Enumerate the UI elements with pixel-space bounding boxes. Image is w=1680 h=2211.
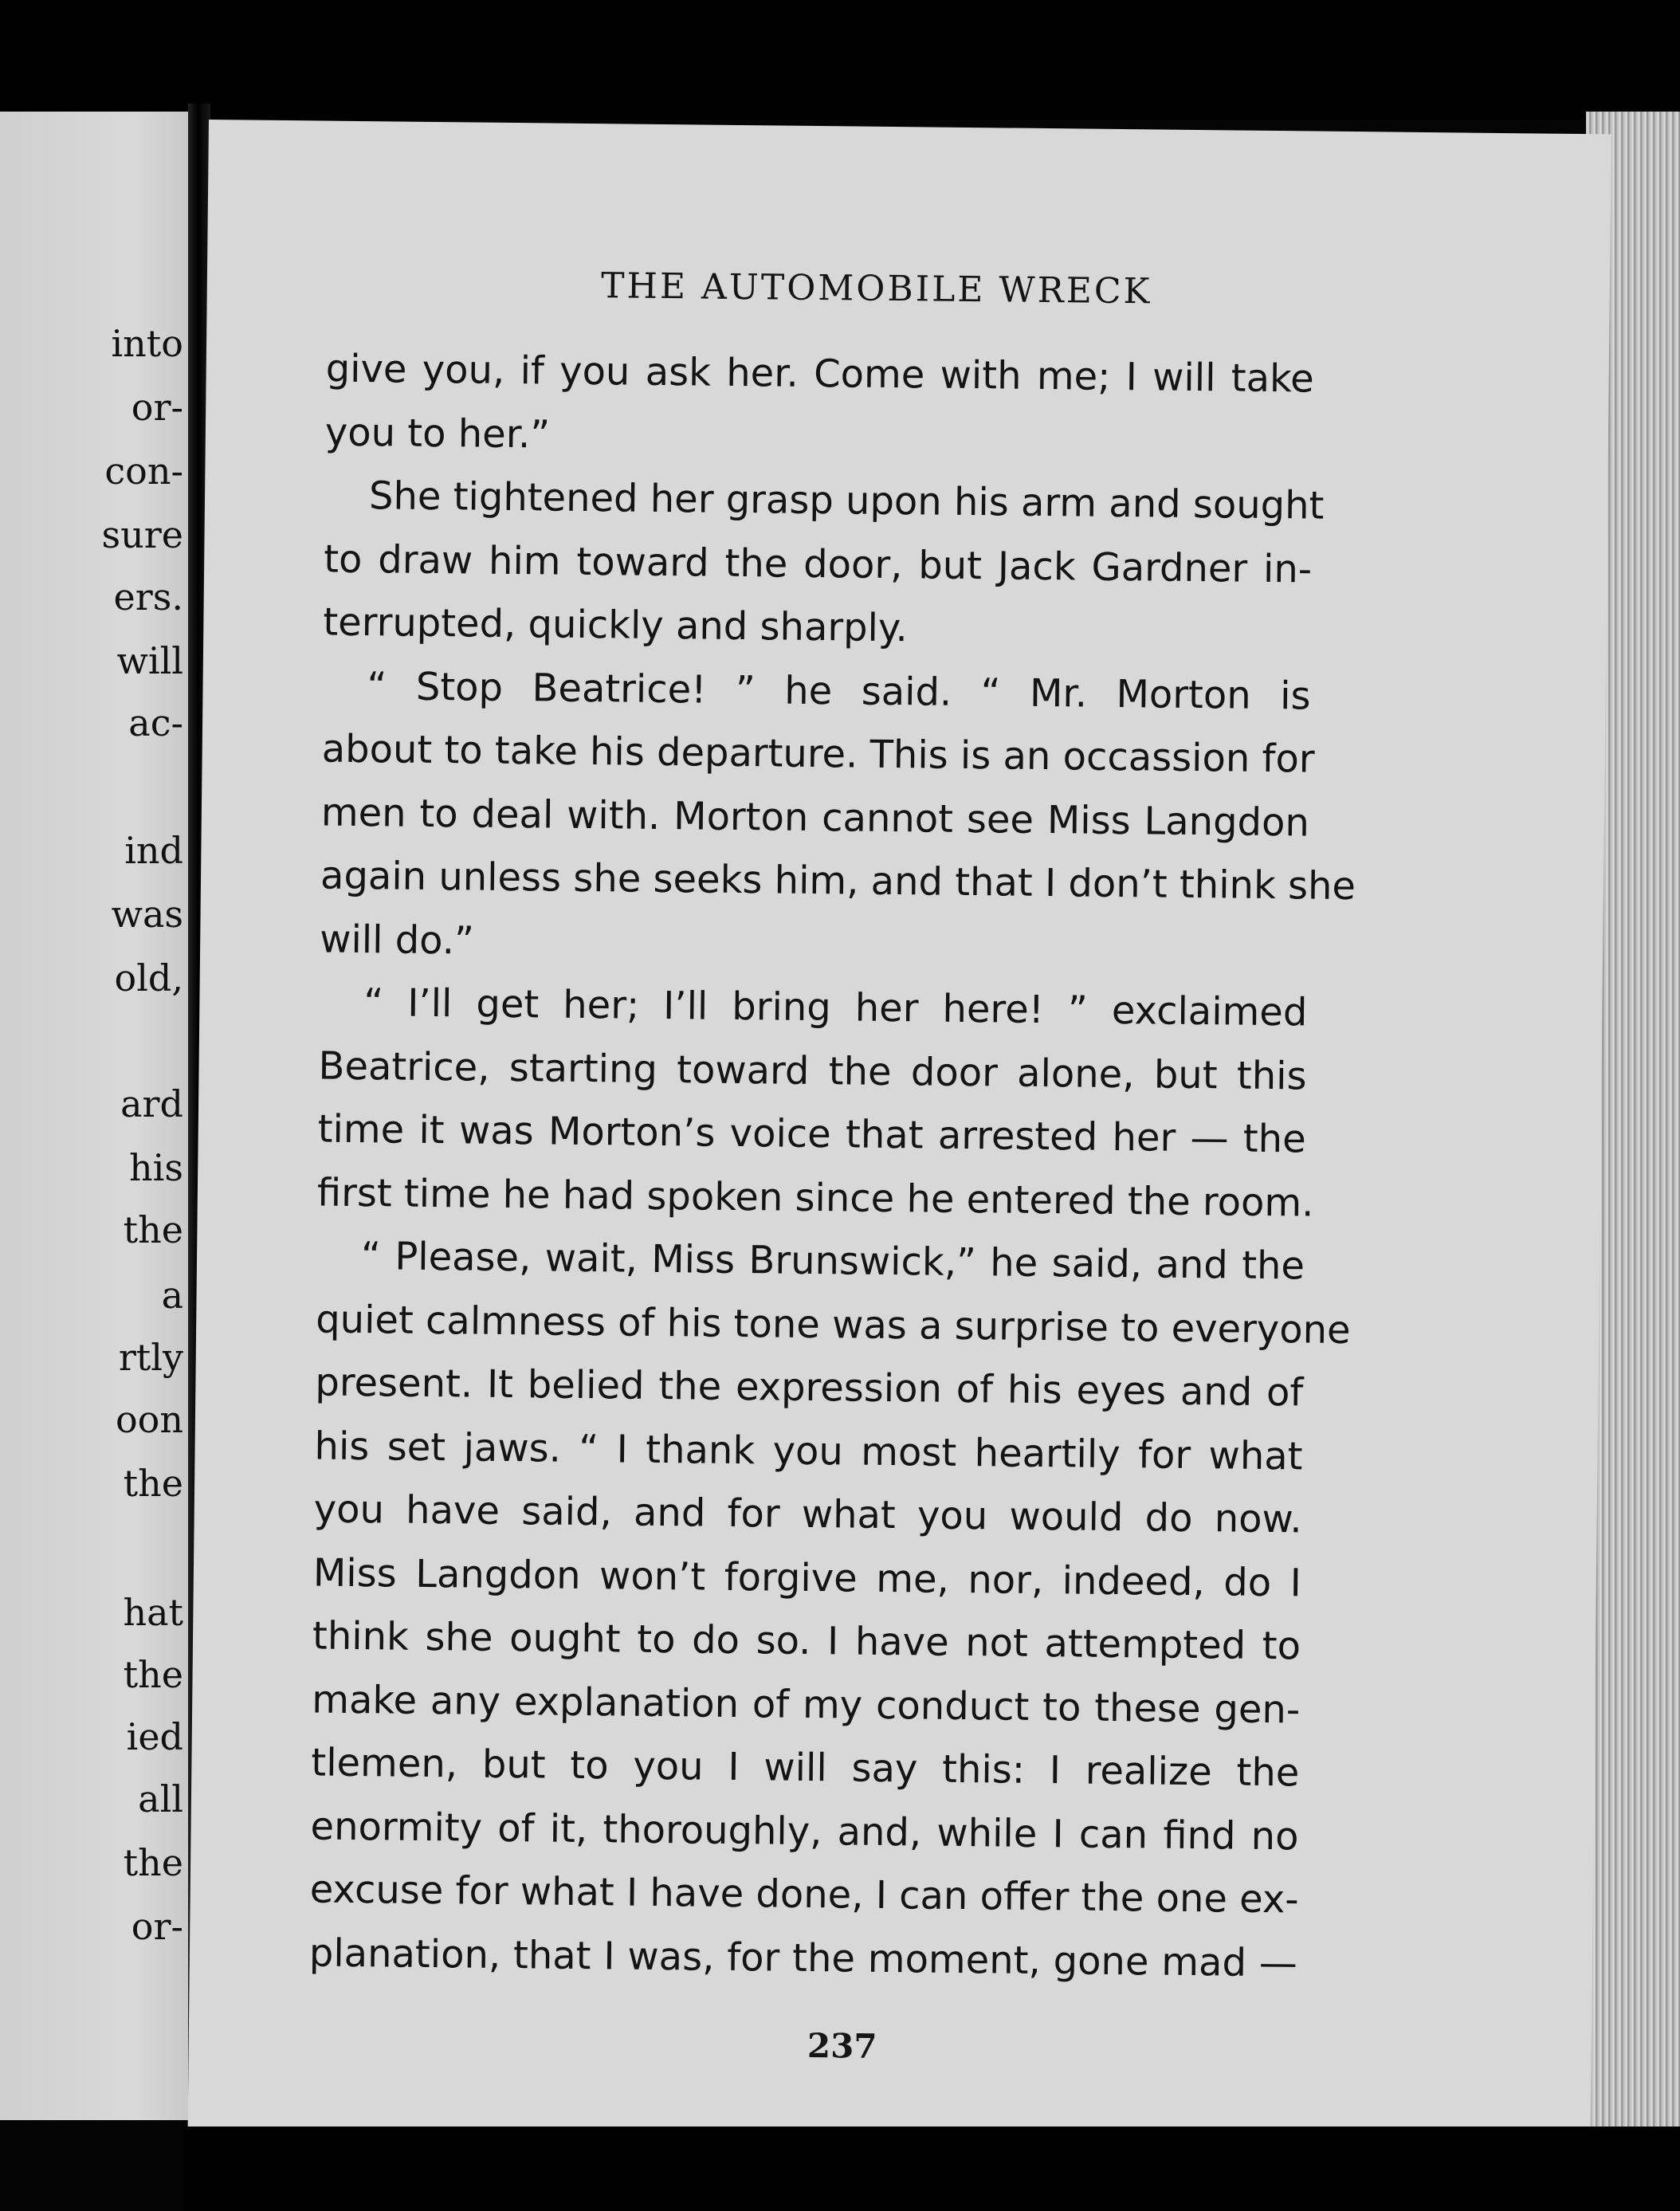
book-page	[188, 120, 1611, 2142]
scan-top-border	[0, 0, 1680, 120]
text-line: again unless she seeks him, and that I don’t think she	[320, 853, 1356, 909]
left-page-fragment: sure	[101, 513, 183, 556]
left-page-fragment: ers.	[113, 575, 183, 619]
text-line: about to take his departure. This is an occassion for	[321, 726, 1315, 782]
text-line: tlemen, but to you I will say this: I realize the	[311, 1740, 1300, 1796]
text-line: make any explanation of my conduct to these gen-	[311, 1676, 1301, 1732]
left-page-fragment: into	[111, 322, 183, 365]
left-page-fragment: the	[123, 1653, 183, 1696]
left-page-fragment: his	[129, 1146, 183, 1189]
running-head: THE AUTOMOBILE WRECK	[600, 265, 1152, 312]
text-line: “ I’ll get her; I’ll bring her here! ” exclaimed	[363, 980, 1308, 1035]
text-line: Beatrice, starting toward the door alone, but this	[318, 1043, 1307, 1098]
scan-bottom-border	[183, 2127, 1680, 2211]
left-page-fragment: was	[111, 893, 183, 936]
text-line: “ Stop Beatrice! ” he said. “ Mr. Morton is	[367, 663, 1311, 719]
text-line: present. It belied the expression of his eyes and of	[315, 1360, 1304, 1416]
left-page-fragment: or-	[131, 1905, 183, 1948]
text-line: to draw him toward the door, but Jack Gardner in-	[323, 536, 1313, 592]
text-line: excuse for what I have done, I can offer the one ex-	[309, 1867, 1299, 1922]
text-line: you have said, and for what you would do now.	[313, 1486, 1302, 1542]
text-line: terrupted, quickly and sharply.	[323, 599, 909, 651]
page-number: 237	[807, 2025, 877, 2066]
text-line: She tightened her grasp upon his arm and sought	[368, 473, 1325, 528]
text-line: first time he had spoken since he entered the room.	[316, 1169, 1314, 1226]
left-page-fragment: the	[123, 1841, 183, 1884]
left-page-fragment: hat	[123, 1591, 183, 1634]
text-line: quiet calmness of his tone was a surprise to everyone	[315, 1296, 1351, 1353]
left-page-fragment: oon	[115, 1398, 183, 1441]
text-line: time it was Morton’s voice that arrested her — the	[317, 1106, 1306, 1162]
left-page-fragment: ac-	[128, 701, 183, 744]
text-line: Miss Langdon won’t forgive me, nor, indeed, do I	[312, 1549, 1302, 1605]
text-line: you to her.”	[324, 410, 551, 458]
text-line: planation, that I was, for the moment, gone mad —	[308, 1930, 1298, 1985]
left-facing-page	[0, 112, 191, 2120]
left-page-fragment: will	[116, 639, 183, 682]
text-line: think she ought to do so. I have not attempted to	[312, 1613, 1301, 1669]
left-page-fragment: or-	[131, 386, 183, 429]
left-page-fragment: ard	[120, 1082, 183, 1125]
left-page-fragment: ind	[124, 829, 183, 872]
page-body-text	[308, 338, 1356, 1996]
left-page-fragment: ied	[126, 1715, 183, 1758]
text-line: will do.”	[319, 917, 475, 964]
text-line: men to deal with. Morton cannot see Miss Langdon	[320, 790, 1310, 846]
left-page-fragment: rtly	[118, 1336, 183, 1379]
text-line: his set jaws. “ I thank you most heartily for what	[314, 1423, 1303, 1479]
text-line: “ Please, wait, Miss Brunswick,” he said, and the	[360, 1234, 1305, 1289]
left-page-fragment: a	[161, 1274, 183, 1317]
left-page-fragment: con-	[104, 450, 183, 493]
left-page-fragment: the	[123, 1462, 183, 1505]
left-page-fragment: all	[138, 1777, 183, 1820]
text-line: enormity of it, thoroughly, and, while I can find no	[310, 1803, 1299, 1859]
left-page-fragment: old,	[114, 956, 183, 999]
text-line: give you, if you ask her. Come with me; I will take	[325, 346, 1314, 402]
left-page-fragment: the	[123, 1208, 183, 1251]
